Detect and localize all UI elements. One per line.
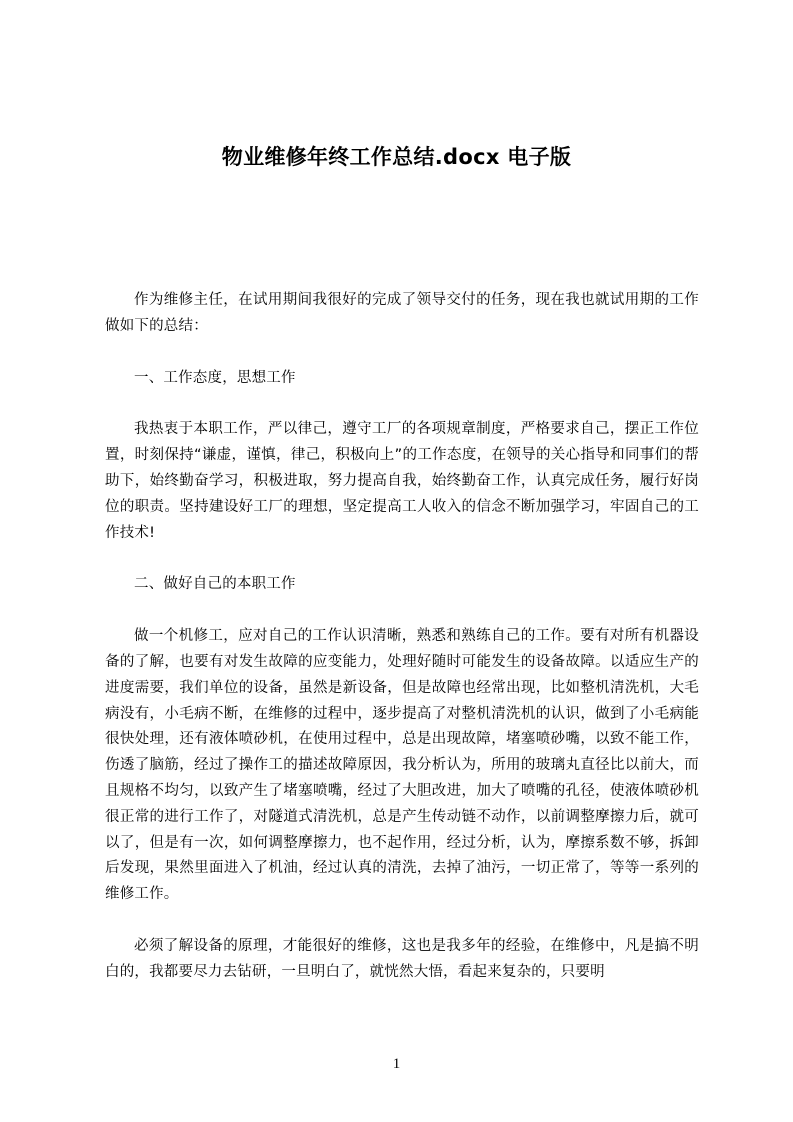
section-heading-attitude: 一、工作态度，思想工作 xyxy=(134,369,296,386)
intro-paragraph: 作为维修主任，在试用期间我很好的完成了领导交付的任务，现在我也就试用期的工作做如下的总结： xyxy=(105,292,699,334)
page-number: 1 xyxy=(392,1056,401,1072)
paragraph-spacer xyxy=(105,391,699,417)
section-heading-duties: 二、做好自己的本职工作 xyxy=(134,576,296,593)
paragraph-spacer xyxy=(105,546,699,572)
paragraph-spacer xyxy=(105,908,699,934)
document-title: 物业维修年终工作总结.docx 电子版 xyxy=(221,145,572,169)
document-body xyxy=(105,288,699,986)
paragraph-spacer xyxy=(105,598,699,624)
principles-paragraph: 必须了解设备的原理，才能很好的维修，这也是我多年的经验，在维修中，凡是搞不明白的，我都要尽力去钻研，一旦明白了，就恍然大悟，看起来复杂的，只要明 xyxy=(105,937,699,980)
attitude-paragraph: 我热衷于本职工作，严以律己，遵守工厂的各项规章制度，严格要求自己，摆正工作位置，时刻保持“谦虚，谨慎，律己，积极向上”的工作态度，在领导的关心指导和同事们的帮助下，始终勤奋学习，积极进取，努力提高自我，始终勤奋工作，认真完成任务，履行好岗位的职责。坚持建设好工厂的理想，坚定提高工人收入的信念不断加强学习，牢固自己的工作技术! xyxy=(105,421,699,541)
duties-paragraph: 做一个机修工，应对自己的工作认识清晰，熟悉和熟练自己的工作。要有对所有机器设备的了解，也要有对发生故障的应变能力，处理好随时可能发生的设备故障。以适应生产的进度需要，我们单位的设备，虽然是新设备，但是故障也经常出现，比如整机清洗机，大毛病没有，小毛病不断，在维修的过程中，逐步提高了对整机清洗机的认识，做到了小毛病能很快处理，还有液体喷砂机，在使用过程中，总是出现故障，堵塞喷砂嘴，以致不能工作，伤透了脑筋，经过了操作工的描述故障原因，我分析认为，所用的玻璃丸直径比以前大，而且规格不均匀，以致产生了堵塞喷嘴，经过了大胆改进，加大了喷嘴的孔径，使液体喷砂机很正常的进行工作了，对隧道式清洗机，总是产生传动链不动作，以前调整摩擦力后，就可以了，但是有一次，如何调整摩擦力，也不起作用，经过分析，认为，摩擦系数不够，拆卸后发现，果然里面进入了机油，经过认真的清洗，去掉了油污，一切正常了，等等一系列的维修工作。 xyxy=(105,628,699,903)
paragraph-spacer xyxy=(105,340,699,366)
